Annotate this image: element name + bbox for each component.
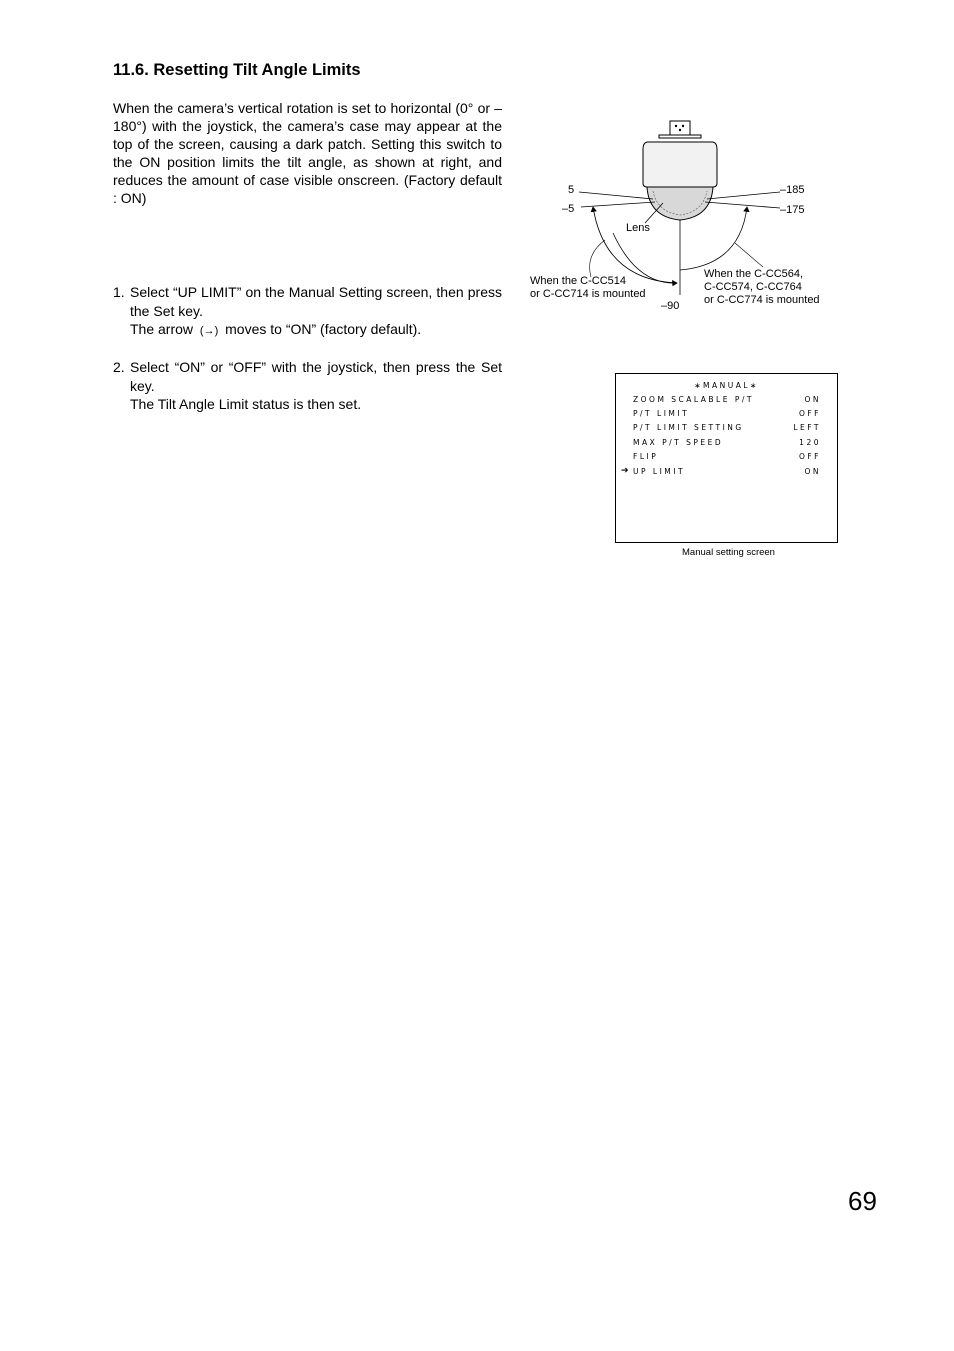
menu-row-label: ZOOM SCALABLE P/T [633, 395, 754, 404]
step-1-number: 1. [113, 284, 125, 300]
step-2-text: Select “ON” or “OFF” with the joystick, then press the Set key. [130, 359, 502, 394]
note-right-line-2: C-CC574, C-CC764 [704, 281, 802, 293]
angle-label-minus175: –175 [780, 204, 805, 216]
tilt-angle-diagram [525, 115, 845, 320]
step-1-note [130, 320, 502, 341]
note-left-line-2: or C-CC714 is mounted [530, 288, 646, 300]
step-1-note-after: moves to “ON” (factory default). [225, 321, 422, 337]
step-2-note: The Tilt Angle Limit status is then set. [130, 396, 362, 412]
menu-row-label: UP LIMIT [633, 467, 686, 476]
page-number: 69 [848, 1186, 877, 1216]
menu-row-value: ON [804, 395, 821, 404]
intro-paragraph: When the camera’s vertical rotation is set to horizontal (0° or –180°) with the joystick, the camera’s case may appear at the top of the screen, causing a dark patch. Setting this switch to the ON position limits the tilt angle, as shown at right, and reduces the amount of case visible onscreen. (Factory default : ON) [113, 100, 502, 206]
angle-label-minus185: –185 [780, 184, 805, 196]
menu-row-pt-limit-setting [633, 423, 821, 434]
note-right-line-3: or C-CC774 is mounted [704, 294, 820, 306]
step-1-note-before: The arrow [130, 321, 194, 337]
note-left-line-1: When the C-CC514 [530, 275, 626, 287]
menu-row-value: LEFT [793, 423, 821, 432]
menu-row-pt-limit [633, 409, 821, 420]
menu-row-value: OFF [798, 452, 821, 461]
step-2 [113, 358, 502, 414]
section-title: 11.6. Resetting Tilt Angle Limits [113, 61, 361, 79]
menu-row-value: 120 [799, 438, 821, 447]
menu-row-max-pt-speed [633, 438, 821, 449]
manual-setting-screen [615, 373, 838, 543]
menu-row-up-limit [621, 466, 821, 478]
menu-row-label: MAX P/T SPEED [633, 438, 724, 447]
menu-row-value: OFF [798, 409, 821, 418]
menu-row-value: ON [804, 467, 821, 476]
menu-cursor-arrow-icon: ➔ [621, 466, 629, 476]
screen-caption: Manual setting screen [682, 547, 775, 558]
step-1-text: Select “UP LIMIT” on the Manual Setting screen, then press the Set key. [130, 284, 502, 319]
menu-row-label: P/T LIMIT SETTING [633, 423, 744, 432]
angle-label-minus90: –90 [661, 300, 680, 312]
lens-label: Lens [626, 222, 650, 234]
menu-row-flip [633, 452, 821, 463]
note-left [530, 275, 646, 301]
note-right [704, 268, 820, 307]
menu-row-zoom-scalable [633, 395, 821, 406]
step-2-number: 2. [113, 359, 125, 375]
menu-title: ∗MANUAL∗ [694, 381, 759, 390]
angle-label-5: 5 [568, 184, 575, 196]
step-1 [113, 283, 502, 341]
menu-row-label: FLIP [633, 452, 659, 461]
angle-label-minus5: –5 [562, 203, 575, 215]
arrow-glyph-icon: (→) [199, 325, 219, 337]
menu-row-label: P/T LIMIT [633, 409, 690, 418]
note-right-line-1: When the C-CC564, [704, 268, 804, 280]
